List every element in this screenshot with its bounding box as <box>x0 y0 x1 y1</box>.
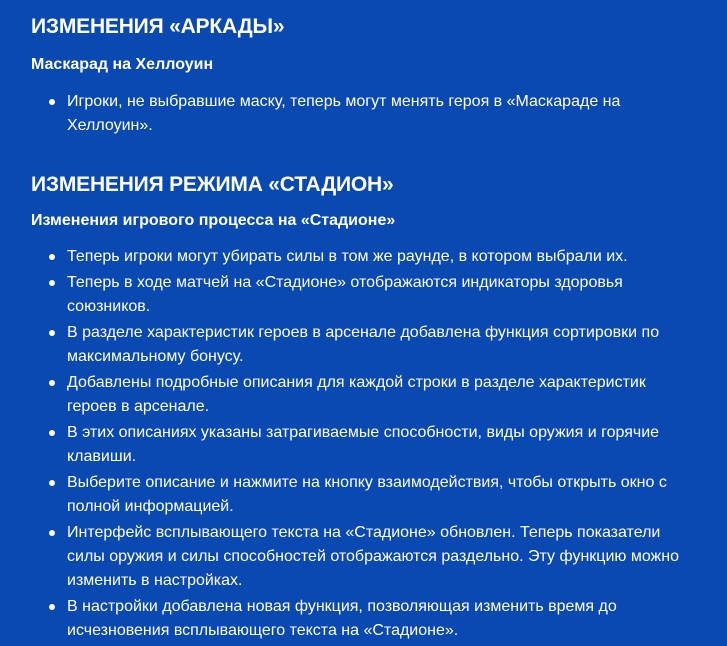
bullet-icon <box>49 99 55 105</box>
list-item <box>31 595 707 643</box>
stadium-changes-list <box>31 245 707 643</box>
list-item <box>31 321 707 369</box>
list-item <box>31 421 707 469</box>
section-title-stadium: ИЗМЕНЕНИЯ РЕЖИМА «СТАДИОН» <box>31 173 394 196</box>
list-item <box>31 371 707 419</box>
list-item <box>31 471 707 519</box>
list-item-text: В разделе характеристик героев в арсенале добавлена функция сортировки по максимальному бонусу. <box>67 324 660 365</box>
arcade-changes-list <box>31 90 707 138</box>
list-item-text: Игроки, не выбравшие маску, теперь могут менять героя в «Маскараде на Хеллоуин». <box>67 93 621 134</box>
section-title-arcade: ИЗМЕНЕНИЯ «АРКАДЫ» <box>31 15 285 38</box>
bullet-icon <box>49 604 55 610</box>
list-item-text: В этих описаниях указаны затрагиваемые способности, виды оружия и горячие клавиши. <box>67 424 660 465</box>
bullet-icon <box>49 330 55 336</box>
bullet-icon <box>49 280 55 286</box>
bullet-icon <box>49 480 55 486</box>
list-item-text: Теперь в ходе матчей на «Стадионе» отображаются индикаторы здоровья союзников. <box>67 274 623 315</box>
list-item-text: Добавлены подробные описания для каждой строки в разделе характеристик героев в арсенале. <box>67 374 646 415</box>
list-item-text: Интерфейс всплывающего текста на «Стадионе» обновлен. Теперь показатели силы оружия и силы способностей отображаются раздельно. Эту функцию можно изменить в настройках. <box>67 524 679 589</box>
bullet-icon <box>49 254 55 260</box>
subsection-title-stadium-gameplay: Изменения игрового процесса на «Стадионе» <box>31 212 396 229</box>
bullet-icon <box>49 530 55 536</box>
list-item <box>31 521 707 593</box>
subsection-title-halloween-masquerade: Маскарад на Хеллоуин <box>31 56 214 73</box>
bullet-icon <box>49 380 55 386</box>
list-item-text: Выберите описание и нажмите на кнопку взаимодействия, чтобы открыть окно с полной информацией. <box>67 474 667 515</box>
bullet-icon <box>49 430 55 436</box>
list-item <box>31 271 707 319</box>
list-item <box>31 245 707 269</box>
list-item-text: Теперь игроки могут убирать силы в том же раунде, в котором выбрали их. <box>67 248 628 265</box>
list-item <box>31 90 707 138</box>
list-item-text: В настройки добавлена новая функция, позволяющая изменить время до исчезновения всплывающего текста на «Стадионе». <box>67 598 617 639</box>
